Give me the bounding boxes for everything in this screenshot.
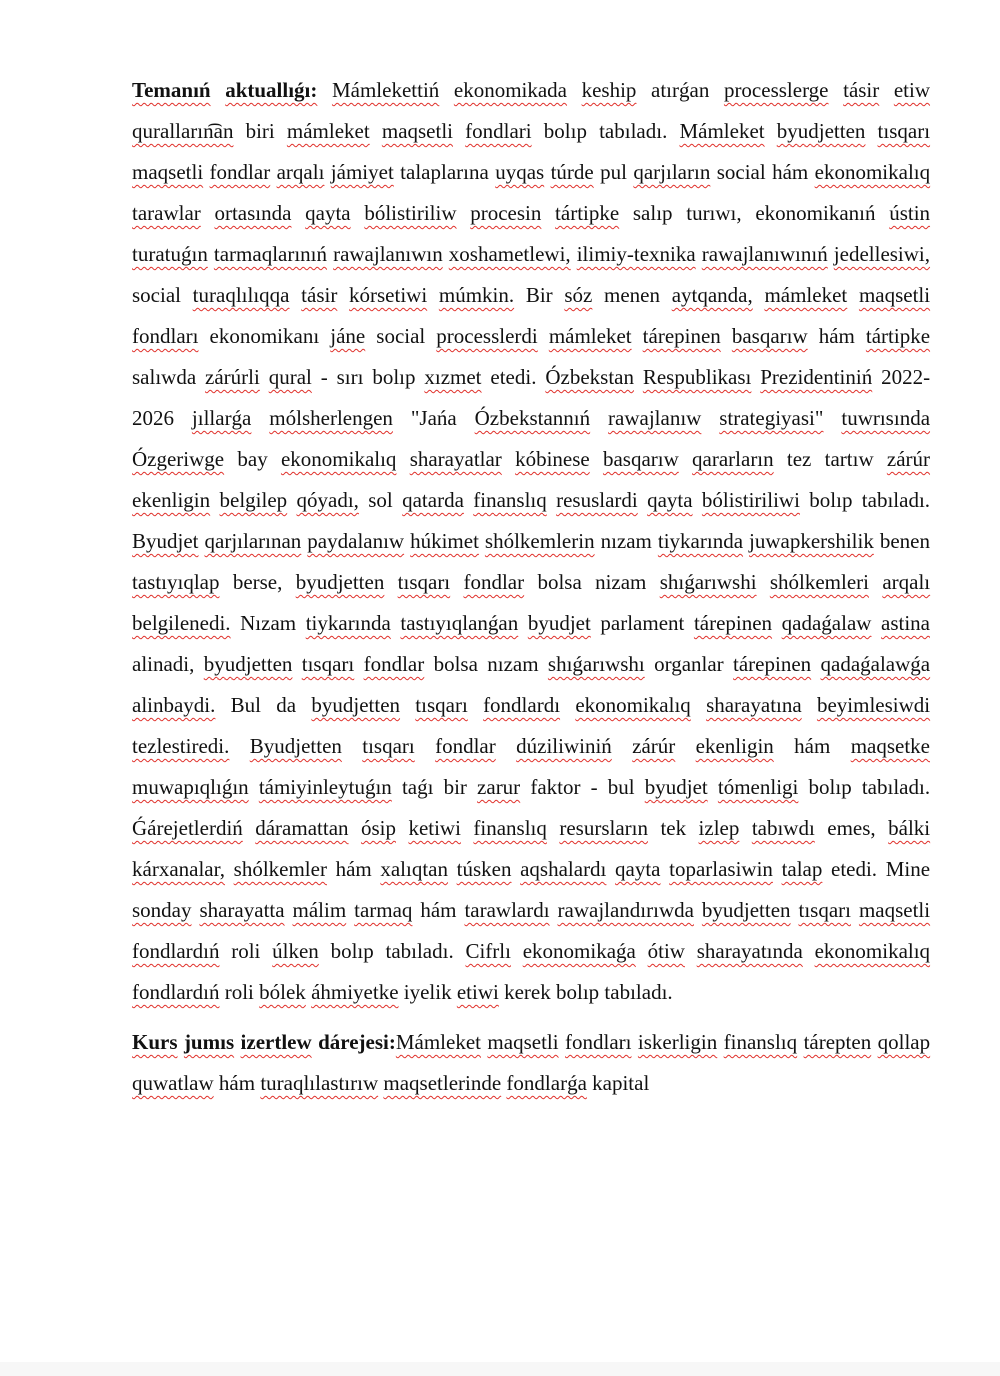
- spellcheck-word: fondlarǵa: [506, 1071, 587, 1095]
- spellcheck-word: tómenligi: [717, 775, 799, 799]
- spellcheck-word: maqsetke: [850, 734, 930, 758]
- spellcheck-word: etiw: [893, 78, 931, 102]
- spellcheck-word: processlerdi: [436, 324, 538, 348]
- spellcheck-word: qóyadı,: [296, 488, 359, 512]
- spellcheck-word: byudjetten: [295, 570, 385, 594]
- spellcheck-word: tarmaqlarınıń: [213, 242, 328, 266]
- spellcheck-word: ekonomikalıq: [280, 447, 397, 471]
- spellcheck-word: xalıqtan: [380, 857, 449, 881]
- spellcheck-word: húkimet: [410, 529, 479, 553]
- spellcheck-word: ekenligin: [695, 734, 774, 758]
- spellcheck-word: Byudjet: [132, 529, 199, 553]
- spellcheck-word: maqsetli: [381, 119, 454, 143]
- spellcheck-word: Kurs: [132, 1030, 178, 1054]
- spellcheck-word: ekonomikalıq: [814, 939, 931, 963]
- paragraph-heading: Kurs jumıs izertlew dárejesi:: [132, 1030, 396, 1054]
- spellcheck-word: tısqarı: [877, 119, 931, 143]
- spellcheck-word: quralların͡an: [132, 119, 234, 143]
- spellcheck-word: sharayatlar: [409, 447, 502, 471]
- spellcheck-word: tásir: [843, 78, 880, 102]
- spellcheck-word: arqalı: [882, 570, 931, 594]
- spellcheck-word: mámleket: [548, 324, 632, 348]
- spellcheck-word: kóbinese: [515, 447, 590, 471]
- spellcheck-word: tártipke: [865, 324, 931, 348]
- spellcheck-word: tarmaq: [354, 898, 413, 922]
- spellcheck-word: sharayatına: [706, 693, 802, 717]
- spellcheck-word: resursların: [559, 816, 648, 840]
- spellcheck-word: mámleket: [286, 119, 370, 143]
- spellcheck-word: fondları: [132, 324, 199, 348]
- spellcheck-word: tısqarı: [301, 652, 355, 676]
- spellcheck-word: shólkemler: [233, 857, 327, 881]
- spellcheck-word: tárepinen: [642, 324, 721, 348]
- paragraph-research-level: [132, 1022, 930, 1104]
- spellcheck-word: strategiyasi": [719, 406, 824, 430]
- spellcheck-word: fondlardıń: [132, 939, 220, 963]
- spellcheck-word: ilimiy-texnika: [576, 242, 696, 266]
- spellcheck-word: Cifrlı: [465, 939, 511, 963]
- spellcheck-word: Ózbekstan: [545, 365, 634, 389]
- spellcheck-word: qatarda: [402, 488, 464, 512]
- spellcheck-word: xoshametlewi,: [448, 242, 571, 266]
- spellcheck-word: tásir: [301, 283, 338, 307]
- spellcheck-word: qayta: [647, 488, 693, 512]
- document-body: [132, 70, 930, 1104]
- spellcheck-word: fondlardı: [483, 693, 561, 717]
- spellcheck-word: turaqlılıqqa: [192, 283, 290, 307]
- spellcheck-word: turatuǵın: [132, 242, 208, 266]
- spellcheck-word: qadaǵalawǵa: [820, 652, 931, 676]
- spellcheck-word: alinbaydi.: [132, 693, 216, 717]
- spellcheck-word: ketiwi: [408, 816, 461, 840]
- spellcheck-word: astina: [881, 611, 930, 635]
- spellcheck-word: basqarıw: [602, 447, 679, 471]
- spellcheck-word: byudjet: [644, 775, 708, 799]
- spellcheck-word: málim: [292, 898, 347, 922]
- spellcheck-word: shólkemleri: [769, 570, 869, 594]
- spellcheck-word: uyqas: [495, 160, 545, 184]
- spellcheck-word: tısqarı: [415, 693, 468, 717]
- spellcheck-word: rawajlandırıwda: [557, 898, 694, 922]
- spellcheck-word: bálki: [888, 816, 931, 840]
- spellcheck-word: fondlar: [463, 570, 525, 594]
- spellcheck-word: zárúr: [632, 734, 676, 758]
- spellcheck-word: múmkin.: [438, 283, 515, 307]
- spellcheck-word: turaqlılastırıw: [260, 1071, 379, 1095]
- spellcheck-word: etiwi: [456, 980, 499, 1004]
- spellcheck-word: izlep: [698, 816, 740, 840]
- spellcheck-word: zárúr: [886, 447, 931, 471]
- spellcheck-word: ústin: [889, 201, 931, 225]
- spellcheck-word: tısqarı: [397, 570, 451, 594]
- spellcheck-word: fondlardıń: [132, 980, 220, 1004]
- spellcheck-word: qayta: [615, 857, 661, 881]
- spellcheck-word: tárepten: [803, 1030, 872, 1054]
- spellcheck-word: ortasında: [214, 201, 292, 225]
- spellcheck-word: tezlestiredi.: [132, 734, 230, 758]
- spellcheck-word: támiyinleytuǵın: [258, 775, 392, 799]
- spellcheck-word: tastıyıqlanǵan: [400, 611, 519, 635]
- spellcheck-word: basqarıw: [731, 324, 808, 348]
- spellcheck-word: jedellesiwi,: [833, 242, 931, 266]
- spellcheck-word: maqsetli: [487, 1030, 559, 1054]
- spellcheck-word: juwapkershilik: [749, 529, 874, 553]
- spellcheck-word: jáne: [330, 324, 366, 348]
- spellcheck-word: ekenligin: [132, 488, 211, 512]
- spellcheck-word: jıllarǵa: [191, 406, 252, 430]
- spellcheck-word: bólek: [259, 980, 306, 1004]
- spellcheck-word: kórsetiwi: [349, 283, 428, 307]
- spellcheck-word: processlerge: [723, 78, 829, 102]
- spellcheck-word: tárepinen: [693, 611, 773, 635]
- spellcheck-word: tarawlardı: [464, 898, 550, 922]
- spellcheck-word: ótiw: [647, 939, 685, 963]
- spellcheck-word: aytqanda,: [671, 283, 753, 307]
- spellcheck-word: Respublikası: [642, 365, 752, 389]
- spellcheck-word: qollap: [877, 1030, 931, 1054]
- paragraph-heading: [132, 78, 317, 102]
- spellcheck-word: qural: [268, 365, 312, 389]
- spellcheck-word: Ǵárejetlerdiń: [132, 816, 243, 840]
- spellcheck-word: xızmet: [424, 365, 482, 389]
- spellcheck-word: finanslıq: [723, 1030, 798, 1054]
- spellcheck-word: byudjetten: [701, 898, 791, 922]
- spellcheck-word: procesin: [470, 201, 542, 225]
- spellcheck-word: quwatlaw: [132, 1071, 214, 1095]
- spellcheck-word: úlken: [272, 939, 319, 963]
- spellcheck-word: tiykarında: [305, 611, 391, 635]
- spellcheck-word: túsken: [456, 857, 512, 881]
- paragraph-topic-relevance: [132, 70, 930, 1013]
- spellcheck-word: talap: [781, 857, 823, 881]
- spellcheck-word: shıǵarıwshi: [659, 570, 757, 594]
- spellcheck-word: belgilep: [219, 488, 288, 512]
- spellcheck-word: zárúrli: [205, 365, 260, 389]
- spellcheck-word: tarawlar: [132, 201, 201, 225]
- spellcheck-word: shólkemlerin: [484, 529, 595, 553]
- spellcheck-word: beyimlesiwdi: [816, 693, 931, 717]
- spellcheck-word: sharayatta: [199, 898, 285, 922]
- spellcheck-word: fondlar: [363, 652, 425, 676]
- spellcheck-word: Mámlekettiń: [331, 78, 440, 102]
- spellcheck-word: byudjetten: [203, 652, 293, 676]
- spellcheck-word: aktuallıǵı:: [225, 78, 318, 102]
- spellcheck-word: tısqarı: [362, 734, 415, 758]
- spellcheck-word: finanslıq: [473, 488, 547, 512]
- spellcheck-word: tuwrısında: [841, 406, 931, 430]
- spellcheck-word: maqsetli: [858, 283, 931, 307]
- spellcheck-word: byudjetten: [776, 119, 866, 143]
- spellcheck-word: áhmiyetke: [311, 980, 399, 1004]
- spellcheck-word: dúziliwiniń: [516, 734, 612, 758]
- spellcheck-word: muwapıqlıǵın: [132, 775, 249, 799]
- spellcheck-word: kárxanalar,: [132, 857, 226, 881]
- spellcheck-word: shıǵarıwshı: [547, 652, 645, 676]
- spellcheck-word: aqshalardı: [520, 857, 607, 881]
- spellcheck-word: byudjet: [527, 611, 591, 635]
- spellcheck-word: bólistiriliw: [364, 201, 457, 225]
- spellcheck-word: fondlar: [435, 734, 496, 758]
- spellcheck-word: izertlew: [240, 1030, 312, 1054]
- spellcheck-word: zarur: [477, 775, 521, 799]
- spellcheck-word: qayta: [305, 201, 351, 225]
- spellcheck-word: jumıs: [183, 1030, 235, 1054]
- spellcheck-word: tabıwdı: [751, 816, 815, 840]
- spellcheck-word: tısqarı: [798, 898, 851, 922]
- spellcheck-word: mámleket: [764, 283, 848, 307]
- spellcheck-word: arqalı: [276, 160, 325, 184]
- spellcheck-word: sonday: [132, 898, 192, 922]
- spellcheck-word: iskerligin: [637, 1030, 718, 1054]
- spellcheck-word: maqsetlerinde: [383, 1071, 502, 1095]
- spellcheck-word: dáramattan: [255, 816, 349, 840]
- spellcheck-word: belgilenedi.: [132, 611, 231, 635]
- spellcheck-word: Temanıń: [132, 78, 211, 102]
- spellcheck-word: bólistiriliwi: [701, 488, 800, 512]
- spellcheck-word: fondlari: [465, 119, 532, 143]
- spellcheck-word: fondlar: [209, 160, 271, 184]
- spellcheck-word: fondları: [565, 1030, 632, 1054]
- spellcheck-word: Mámleket: [395, 1030, 481, 1054]
- paragraph-text: Mámleket maqsetli fondları iskerligin finanslıq tárepten qollap quwatlaw hám turaqlılastırıw maqsetlerinde fondlarǵa kapital: [132, 1030, 931, 1095]
- page-bottom-edge: [0, 1362, 1000, 1376]
- spellcheck-word: qarjılarınan: [204, 529, 302, 553]
- spellcheck-word: ekonomikalıq: [814, 160, 931, 184]
- spellcheck-word: byudjetten: [311, 693, 401, 717]
- spellcheck-word: Prezidentiniń: [760, 365, 873, 389]
- spellcheck-word: resuslardi: [556, 488, 638, 512]
- spellcheck-word: ekonomikaǵa: [522, 939, 636, 963]
- spellcheck-word: túrde: [550, 160, 594, 184]
- spellcheck-word: ósip: [360, 816, 396, 840]
- spellcheck-word: qadaǵalaw: [781, 611, 872, 635]
- paragraph-text: Mámlekettiń ekonomikada keship atırǵan processlerge tásir etiw quralların͡an biri mámleket maqsetli fondlari bolıp tabıladı. Mámleket byudjetten tısqarı maqsetli fondlar arqalı jámiyet talaplarına uyqas túrde pul qarjıların social hám ekonomikalıq tarawlar ortasında qayta bólistiriliw procesin tártipke salıp turıwı, ekonomikanıń ústin turatuǵın tarmaqlarınıń rawajlanıwın xoshametlewi, ilimiy-texnika rawajlanıwınıń jedellesiwi, social turaqlılıqqa tásir kórsetiwi múmkin. Bir sóz menen aytqanda, mámleket maqsetli fondları ekonomikanı jáne social processlerdi mámleket tárepinen basqarıw hám tártipke salıwda zárúrli qural - sırı bolıp xızmet etedi. Ózbekstan Respublikası Prezidentiniń 2022-2026 jıllarǵa mólsherlengen "Jańa Ózbekstannıń rawajlanıw strategiyasi" tuwrısında Ózgeriwge bay ekonomikalıq sharayatlar kóbinese basqarıw qararların tez tartıw zárúr ekenligin belgilep qóyadı, sol qatarda finanslıq resuslardi qayta bólistiriliwi bolıp tabıladı. Byudjet qarjılarınan paydalanıw húkimet shólkemlerin nızam tiykarında juwapkershilik benen tastıyıqlap berse, byudjetten tısqarı fondlar bolsa nizam shıǵarıwshi shólkemleri arqalı belgilenedi. Nızam tiykarında tastıyıqlanǵan byudjet parlament tárepinen qadaǵalaw astina alinadi, byudjetten tısqarı fondlar bolsa nızam shıǵarıwshı organlar tárepinen qadaǵalawǵa alinbaydi. Bul da byudjetten tısqarı fondlardı ekonomikalıq sharayatına beyimlesiwdi tezlestiredi. Byudjetten tısqarı fondlar dúziliwiniń zárúr ekenligin hám maqsetke muwapıqlıǵın támiyinleytuǵın taǵı bir zarur faktor - bul byudjet tómenligi bolıp tabıladı. Ǵárejetlerdiń dáramattan ósip ketiwi finanslıq resursların tek izlep tabıwdı emes, bálki kárxanalar, shólkemler hám xalıqtan túsken aqshalardı qayta toparlasiwin talap etedi. Mine sonday sharayatta málim tarmaq hám tarawlardı rawajlandırıwda byudjetten tısqarı maqsetli fondlardıń roli úlken bolıp tabıladı. Cifrlı ekonomikaǵa ótiw sharayatında ekonomikalıq fondlardıń roli bólek áhmiyetke iyelik etiwi kerek bolıp tabıladı.: [132, 78, 931, 1004]
- spellcheck-word: tastıyıqlap: [132, 570, 220, 594]
- spellcheck-word: rawajlanıwınıń: [701, 242, 828, 266]
- spellcheck-word: Ózbekstannıń: [474, 406, 591, 430]
- spellcheck-word: maqsetli: [858, 898, 931, 922]
- spellcheck-word: Mámleket: [679, 119, 765, 143]
- spellcheck-word: sharayatında: [696, 939, 803, 963]
- spellcheck-word: Byudjetten: [249, 734, 342, 758]
- spellcheck-word: ekonomikalıq: [575, 693, 691, 717]
- spellcheck-word: maqsetli: [132, 160, 204, 184]
- spellcheck-word: sóz: [564, 283, 593, 307]
- spellcheck-word: rawajlanıwın: [333, 242, 443, 266]
- spellcheck-word: qarjıların: [633, 160, 711, 184]
- spellcheck-word: rawajlanıw: [608, 406, 702, 430]
- spellcheck-word: mólsherlengen: [269, 406, 393, 430]
- spellcheck-word: qararların: [692, 447, 774, 471]
- spellcheck-word: paydalanıw: [307, 529, 405, 553]
- spellcheck-word: ekonomikada: [453, 78, 568, 102]
- spellcheck-word: jámiyet: [330, 160, 394, 184]
- spellcheck-word: toparlasiwin: [669, 857, 773, 881]
- spellcheck-word: tiykarında: [657, 529, 744, 553]
- spellcheck-word: Ózgeriwge: [132, 447, 225, 471]
- spellcheck-word: tárepinen: [733, 652, 812, 676]
- spellcheck-word: finanslıq: [473, 816, 547, 840]
- spellcheck-word: keship: [581, 78, 637, 102]
- spellcheck-word: tártipke: [555, 201, 620, 225]
